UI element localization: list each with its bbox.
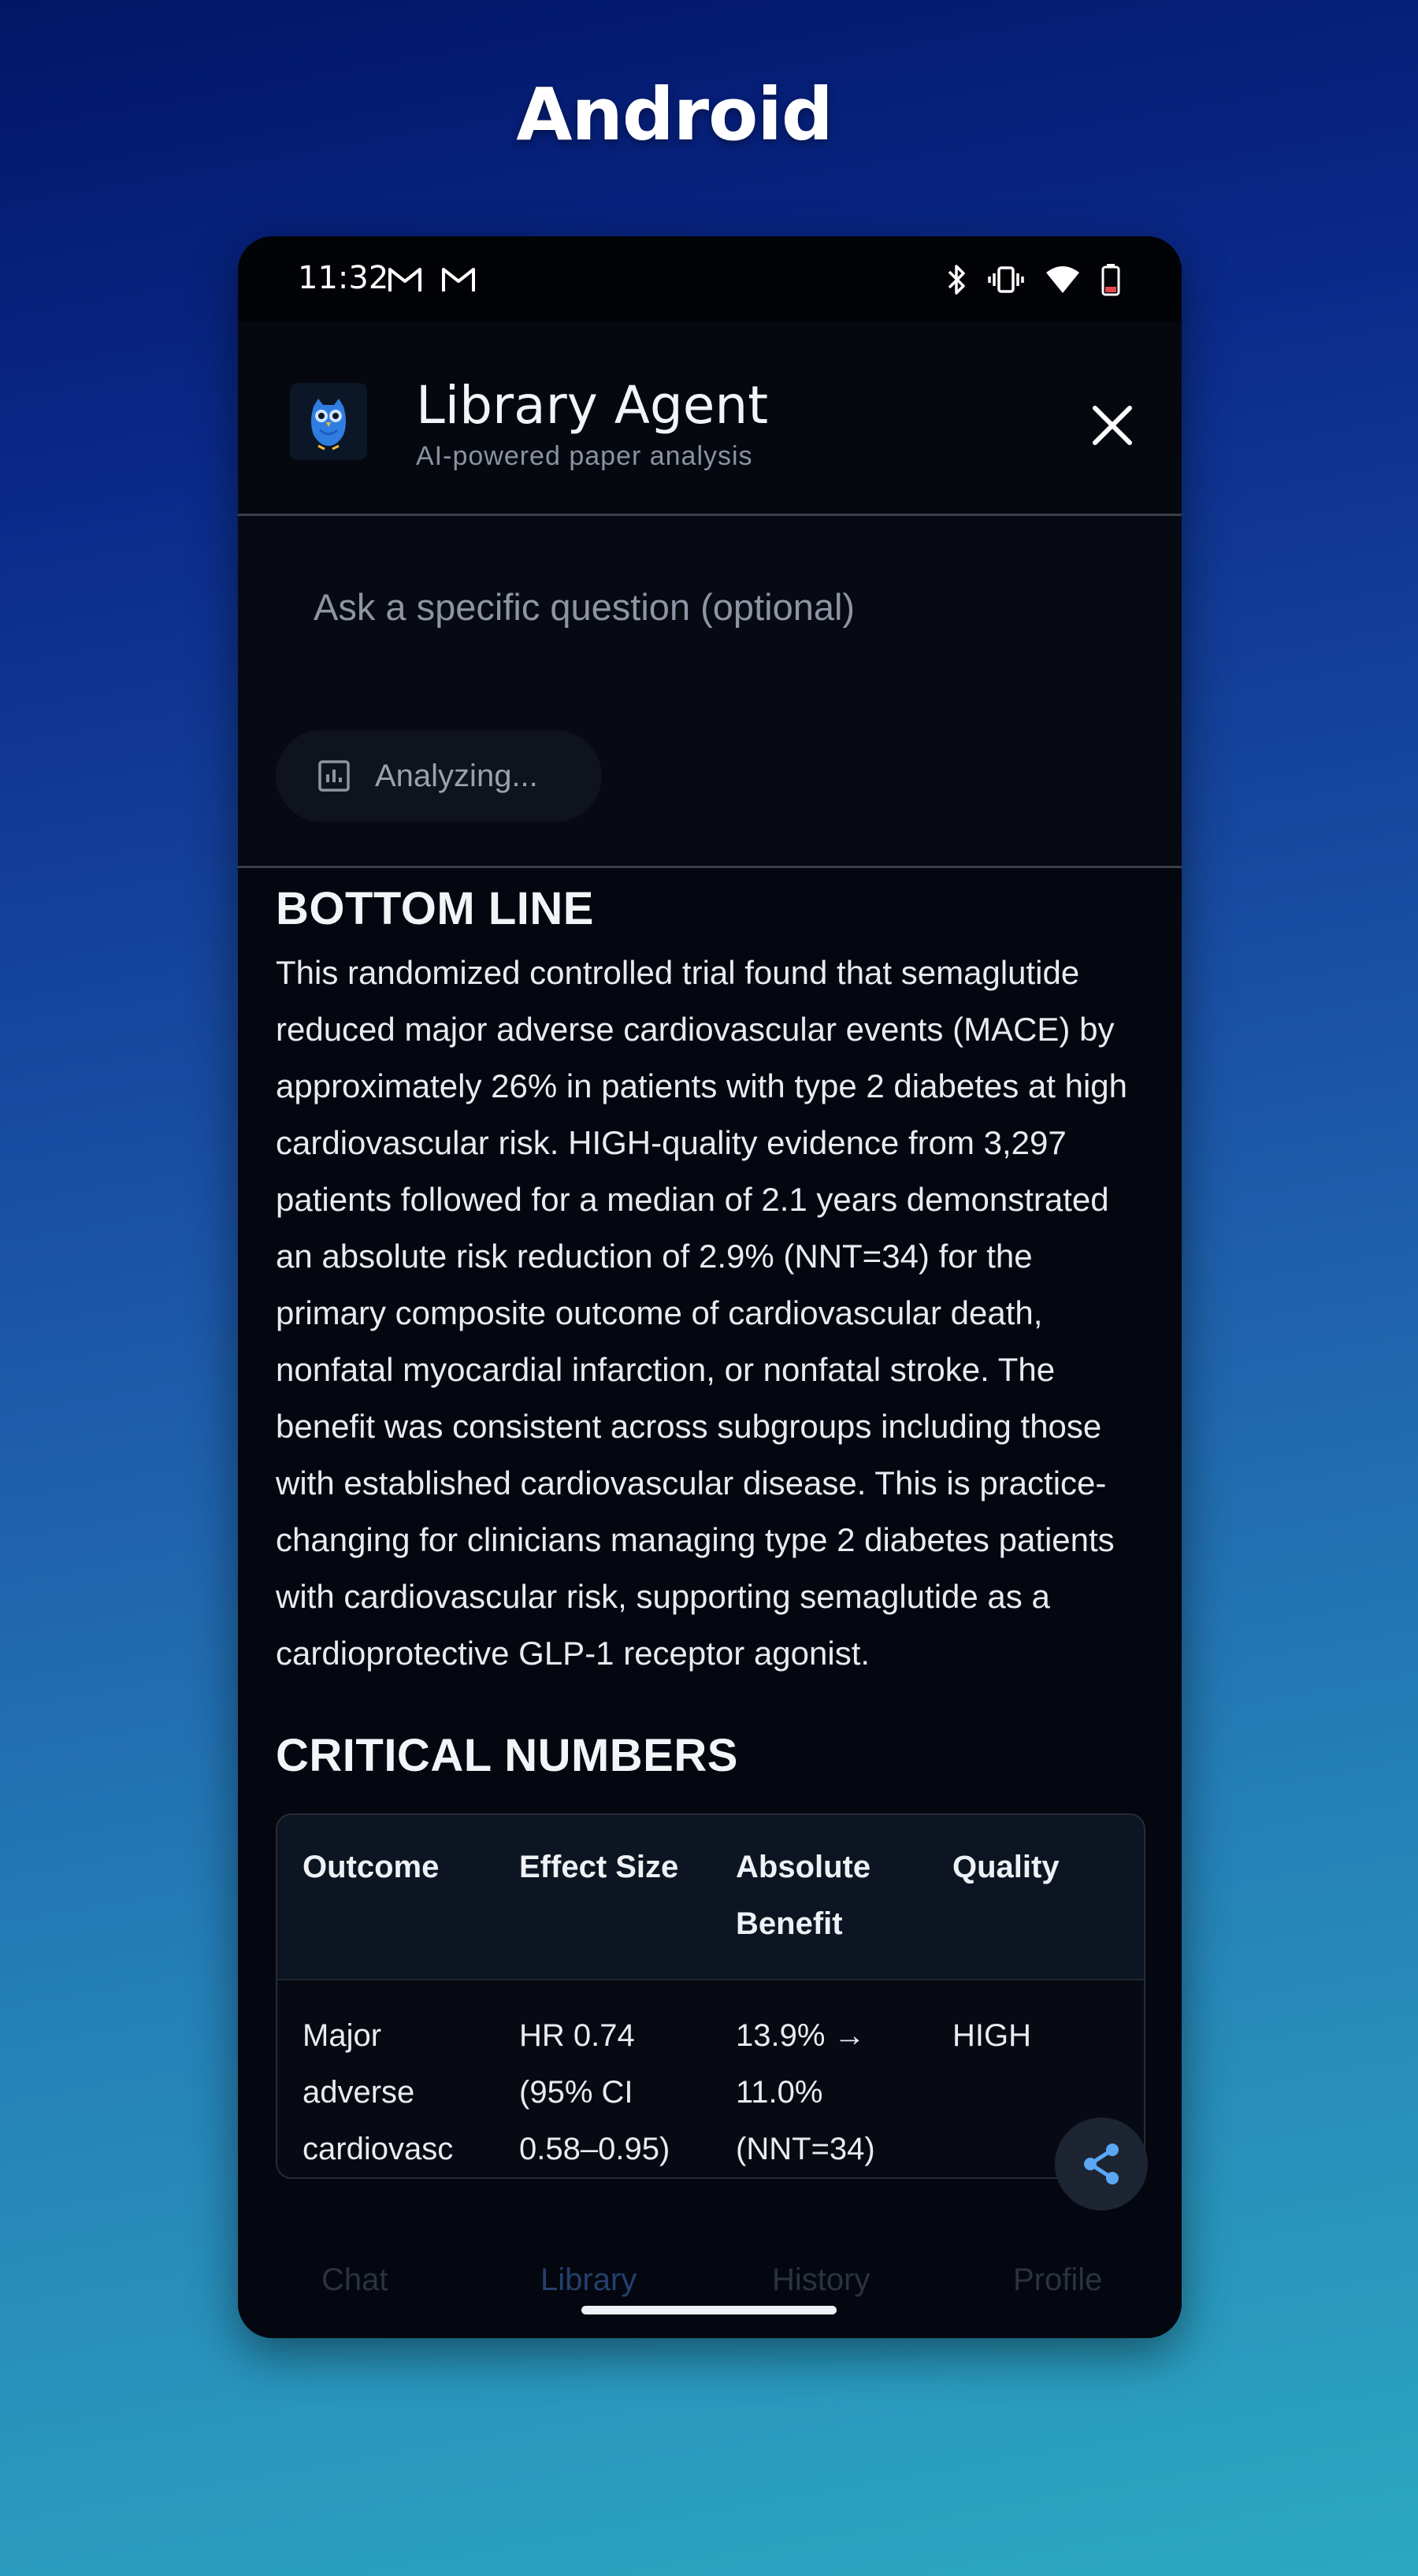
status-icons xyxy=(947,260,1120,299)
phone-frame xyxy=(238,236,1182,2338)
header-title: Library Agent xyxy=(416,375,769,436)
nav-item-profile[interactable]: Profile xyxy=(1013,2262,1103,2297)
header-subtitle: AI-powered paper analysis xyxy=(416,441,753,471)
analyze-button[interactable] xyxy=(276,730,602,822)
share-icon xyxy=(1078,2140,1125,2188)
bottom-line-heading: BOTTOM LINE xyxy=(276,883,594,934)
question-input[interactable] xyxy=(276,547,1142,666)
owl-icon xyxy=(290,383,367,460)
share-button[interactable] xyxy=(1055,2118,1148,2210)
bottom-nav xyxy=(238,2262,1182,2310)
column-header-quality: Quality xyxy=(952,1850,1060,1884)
cell-effect-size: HR 0.74 (95% CI 0.58–0.95) xyxy=(519,2018,670,2166)
wifi-icon xyxy=(1045,265,1081,295)
gmail-icon xyxy=(441,266,476,293)
nav-item-library[interactable]: Library xyxy=(540,2262,637,2297)
page-title: Android xyxy=(516,72,833,157)
column-header-absolute-benefit: Absolute Benefit xyxy=(736,1850,871,1941)
agent-header xyxy=(238,321,1182,516)
battery-low-icon xyxy=(1101,263,1120,296)
table-row xyxy=(277,1980,1144,2177)
bottom-line-text: This randomized controlled trial found that semaglutide reduced major adverse cardiovascular events (MACE) by approximately 26% in patients with type 2 diabetes at high cardiovascular risk. HIGH-quality evidence from 3,297 patients followed for a median of 2.1 years demonstrated an absolute risk reduction of 2.9% (NNT=34) for the primary composite outcome of cardiovascular death, nonfatal myocardial infarction, or nonfatal stroke. The benefit was consistent across subgroups including those with established cardiovascular disease. This is practice-changing for clinicians managing type 2 diabetes patients with cardiovascular risk, supporting semaglutide as a cardioprotective GLP-1 receptor agonist. xyxy=(276,954,1127,1672)
analysis-result xyxy=(276,882,1144,2179)
nav-item-history[interactable]: History xyxy=(772,2262,870,2297)
nav-item-chat[interactable]: Chat xyxy=(321,2262,388,2297)
vibrate-icon xyxy=(988,265,1024,294)
gmail-icon xyxy=(388,266,422,293)
bluetooth-icon xyxy=(947,263,967,296)
home-indicator[interactable] xyxy=(581,2306,837,2314)
status-bar xyxy=(238,236,1182,321)
status-time: 11:32 xyxy=(298,260,389,296)
analyze-label: Analyzing... xyxy=(375,758,538,793)
cell-absolute-benefit: 13.9% → 11.0% (NNT=34) xyxy=(736,2018,875,2166)
cell-quality: HIGH xyxy=(952,2018,1031,2053)
critical-numbers-table xyxy=(276,1813,1145,2179)
cell-outcome: Major adverse cardiovasc xyxy=(303,2018,454,2166)
column-header-outcome: Outcome xyxy=(303,1850,440,1884)
question-area xyxy=(238,516,1182,868)
bar-chart-icon xyxy=(317,759,351,793)
close-icon[interactable] xyxy=(1081,394,1144,457)
table-header-row xyxy=(277,1815,1144,1980)
critical-numbers-heading: CRITICAL NUMBERS xyxy=(276,1730,738,1781)
column-header-effect-size: Effect Size xyxy=(519,1850,679,1884)
